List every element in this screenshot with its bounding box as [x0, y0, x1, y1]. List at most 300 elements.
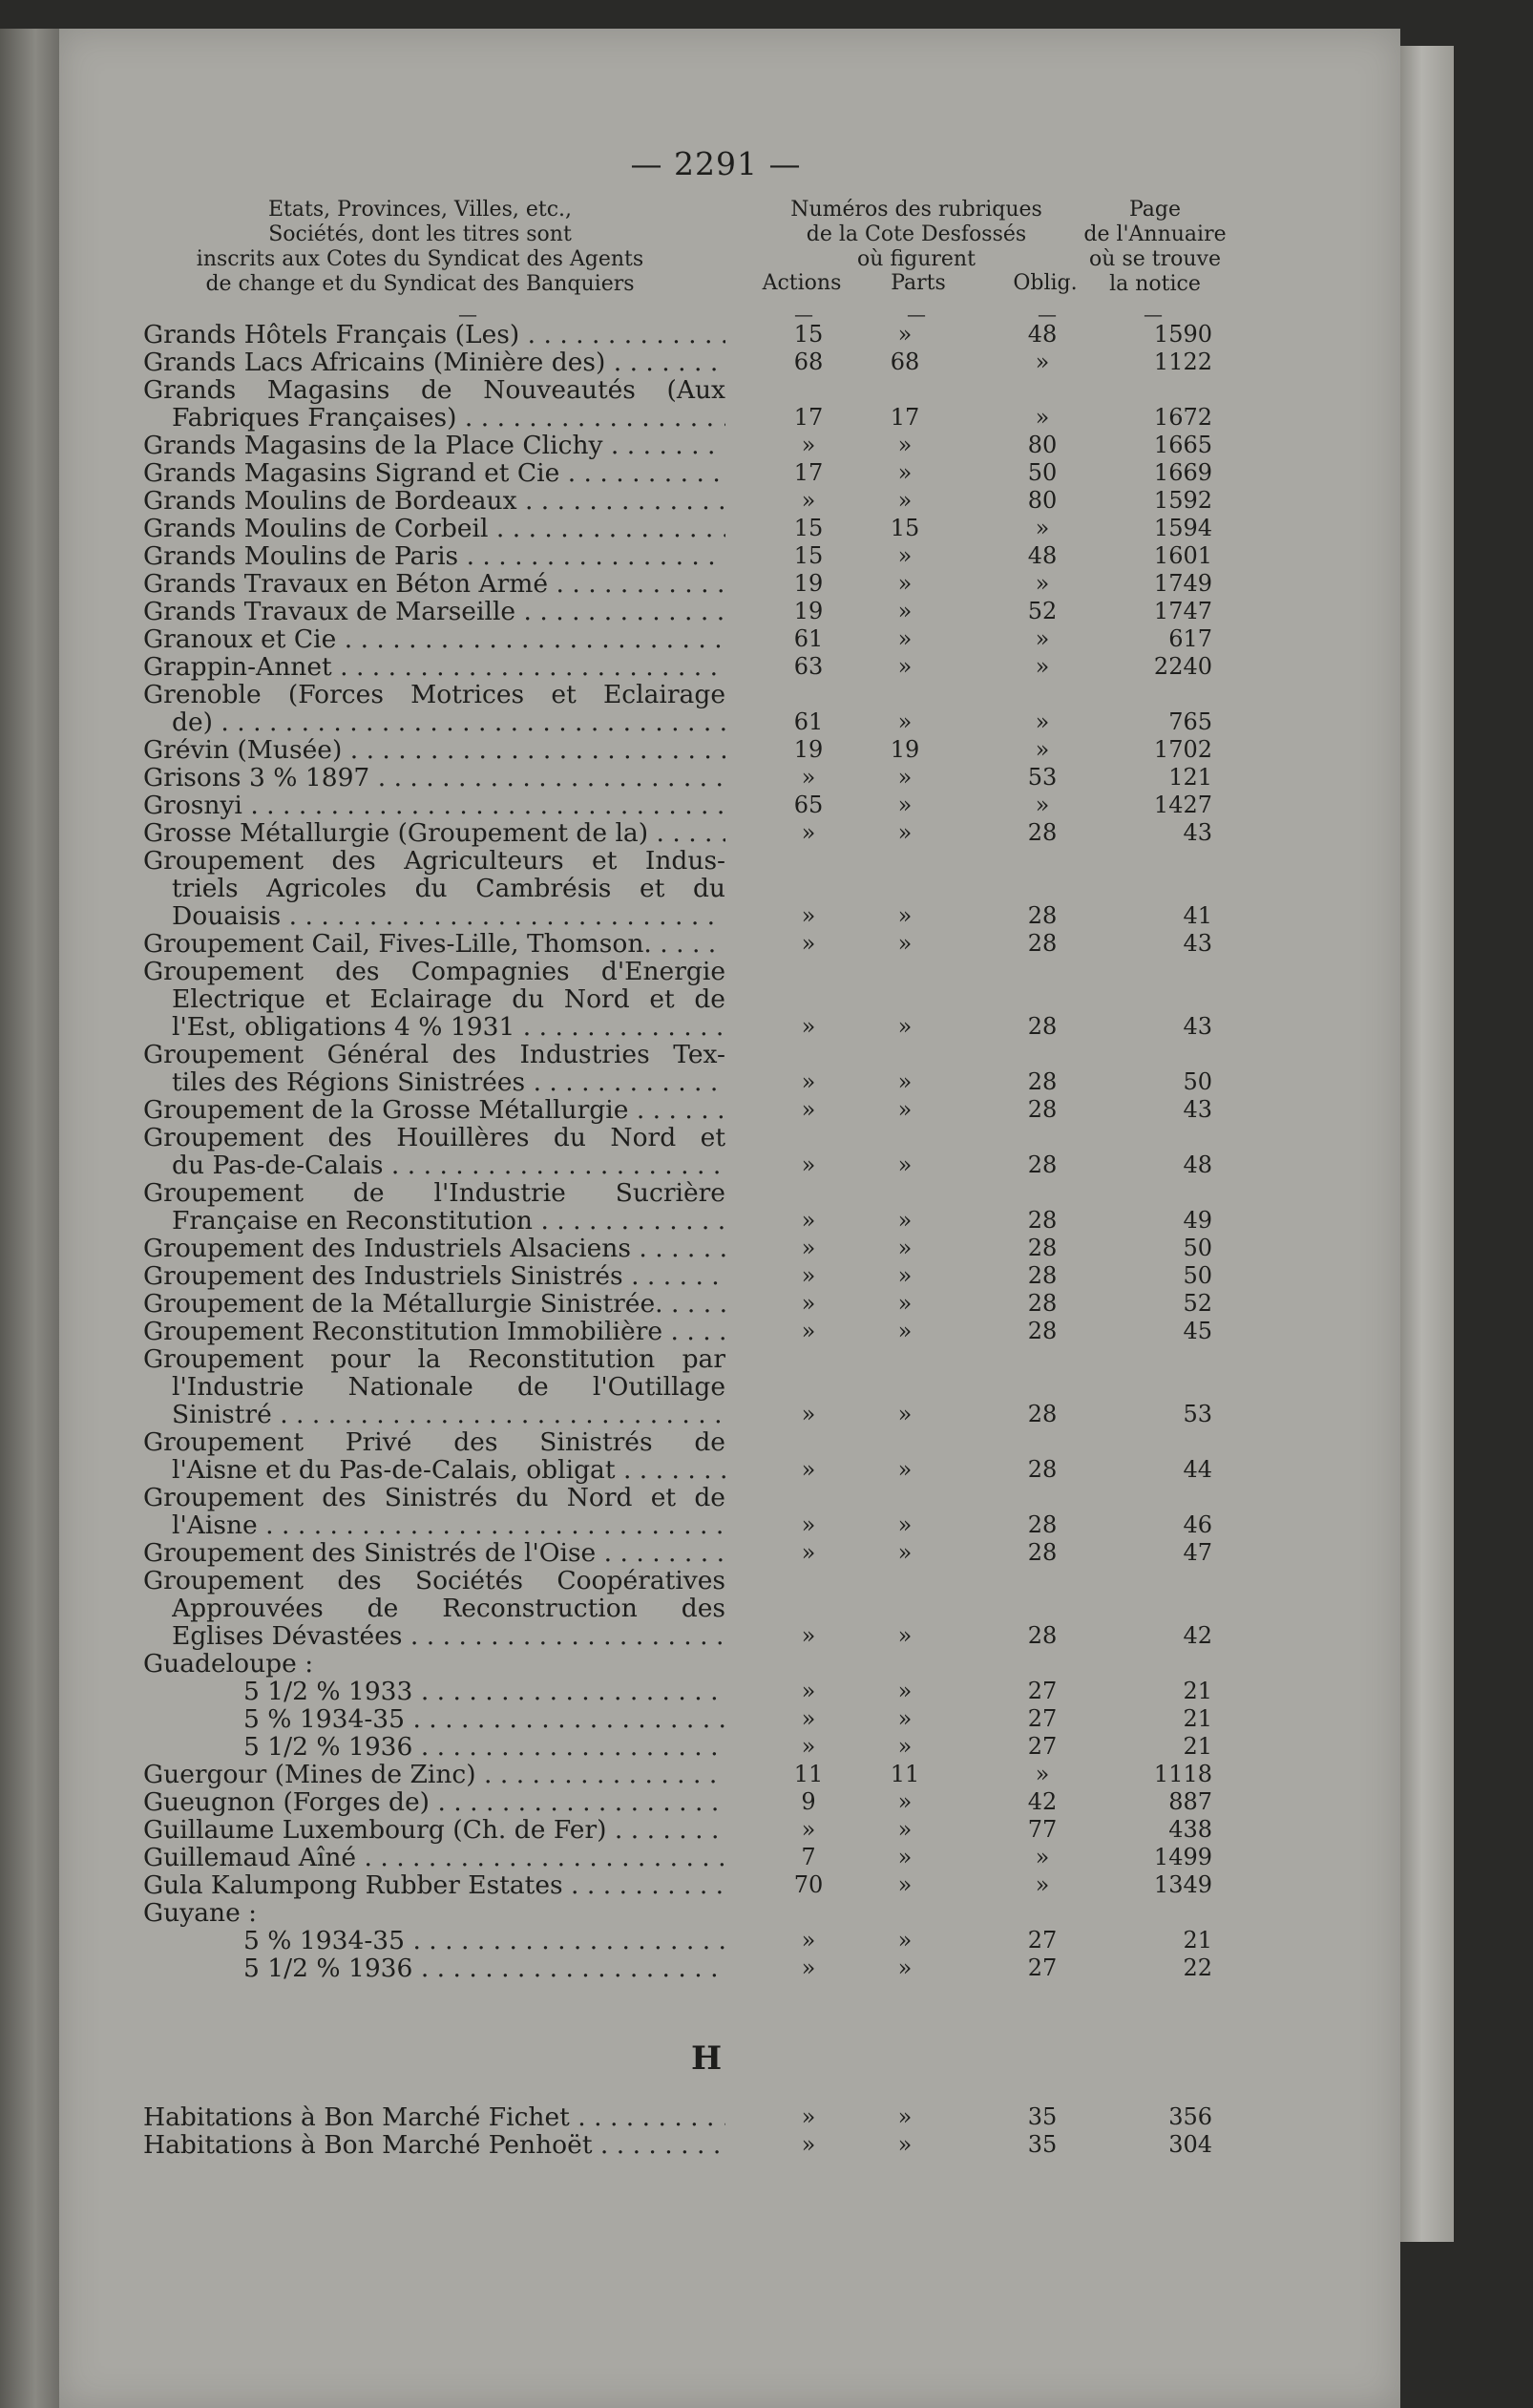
entry-name: Grands Magasins de Nouveautés (Aux: [143, 376, 725, 404]
table-row: [143, 708, 1289, 736]
actions-value: 17: [793, 404, 824, 431]
header-dash: —: [1144, 303, 1163, 326]
table-row: [143, 1428, 1289, 1456]
entry-name: Grosse Métallurgie (Groupement de la) . . .: [143, 819, 725, 847]
table-row: [143, 1041, 1289, 1068]
column-header-actions: Actions: [762, 271, 842, 295]
index-table: [143, 321, 1289, 1982]
parts-value: »: [897, 487, 913, 514]
table-row: [143, 1705, 1289, 1733]
header-line: la notice: [1109, 272, 1201, 296]
entry-name: Gueugnon (Forges de) . . .: [143, 1788, 725, 1816]
parts-value: »: [897, 1816, 913, 1843]
oblig-value: »: [1035, 736, 1050, 763]
table-row: [143, 1235, 1289, 1262]
actions-value: »: [801, 1068, 816, 1095]
oblig-value: 28: [1027, 1290, 1058, 1317]
header-line: de l'Annuaire: [1083, 222, 1227, 246]
oblig-value: 48: [1027, 542, 1058, 569]
oblig-value: »: [1035, 1844, 1050, 1870]
parts-value: »: [897, 432, 913, 458]
page-ref-value: 49: [1183, 1207, 1212, 1234]
parts-value: »: [897, 708, 913, 735]
entry-name: l'Industrie Nationale de l'Outillage: [172, 1373, 725, 1401]
section-letter-h: H: [690, 2039, 723, 2078]
oblig-value: »: [1035, 1761, 1050, 1787]
page-ref-value: 42: [1183, 1622, 1212, 1649]
table-row: [143, 736, 1289, 764]
entry-name: Granoux et Cie . . .: [143, 625, 725, 653]
actions-value: 11: [793, 1761, 824, 1787]
oblig-value: 28: [1027, 1096, 1058, 1123]
actions-value: »: [801, 1678, 816, 1704]
entry-name: 5 1/2 % 1936 . . .: [243, 1733, 725, 1761]
table-row: [143, 930, 1289, 958]
table-row: [143, 1899, 1289, 1927]
page-ref-value: 22: [1183, 1954, 1212, 1981]
table-row: [143, 542, 1289, 570]
page-ref-value: 1118: [1153, 1761, 1212, 1787]
oblig-value: 28: [1027, 1068, 1058, 1095]
parts-value: »: [897, 1401, 913, 1427]
actions-value: »: [801, 1927, 816, 1954]
table-row: [143, 1456, 1289, 1484]
table-row: [143, 1761, 1289, 1788]
table-row: [143, 1179, 1289, 1207]
oblig-value: 28: [1027, 1151, 1058, 1178]
header-line: Etats, Provinces, Villes, etc.,: [267, 198, 573, 222]
header-line: où figurent: [857, 247, 976, 271]
entry-name: Grands Travaux de Marseille . . .: [143, 598, 725, 625]
entry-name: Groupement Reconstitution Immobilière . . .: [143, 1318, 725, 1345]
table-row: [143, 1096, 1289, 1124]
parts-value: »: [897, 1262, 913, 1289]
table-row: [143, 1401, 1289, 1428]
page-ref-value: 1601: [1153, 542, 1212, 569]
parts-value: »: [897, 1013, 913, 1040]
parts-value: »: [897, 1733, 913, 1760]
actions-value: »: [801, 1151, 816, 1178]
table-row: [143, 1595, 1289, 1622]
parts-value: »: [897, 625, 913, 652]
page-ref-value: 617: [1168, 625, 1212, 652]
parts-value: »: [897, 1871, 913, 1898]
entry-name: Grands Magasins Sigrand et Cie . . .: [143, 459, 725, 487]
page-ref-value: 304: [1168, 2131, 1212, 2158]
oblig-value: »: [1035, 404, 1050, 431]
entry-name: Grappin-Annet . . .: [143, 653, 725, 681]
page-ref-value: 21: [1183, 1678, 1212, 1704]
table-row: [143, 1207, 1289, 1235]
entry-name: Habitations à Bon Marché Penhoët . . .: [143, 2131, 725, 2159]
oblig-value: »: [1035, 792, 1050, 818]
page-ref-value: 438: [1168, 1816, 1212, 1843]
entry-name: Groupement des Compagnies d'Energie: [143, 958, 725, 985]
page-ref-value: 53: [1183, 1401, 1212, 1427]
oblig-value: 50: [1027, 459, 1058, 486]
parts-value: 11: [890, 1761, 920, 1787]
entry-name: Guyane :: [143, 1899, 258, 1927]
table-row: [143, 404, 1289, 432]
table-row: [143, 1290, 1289, 1318]
table-row: [143, 764, 1289, 792]
book-binding-left: [0, 29, 59, 2408]
header-dash: —: [794, 303, 813, 326]
table-row: [143, 1373, 1289, 1401]
entry-name: Grands Moulins de Corbeil . . .: [143, 515, 725, 542]
actions-value: »: [801, 764, 816, 791]
oblig-value: 52: [1027, 598, 1058, 624]
page-ref-value: 50: [1183, 1068, 1212, 1095]
entry-name: Fabriques Françaises) . . .: [172, 404, 725, 432]
page-ref-value: 887: [1168, 1788, 1212, 1815]
table-row: [143, 1816, 1289, 1844]
oblig-value: 27: [1027, 1954, 1058, 1981]
actions-value: »: [801, 1235, 816, 1261]
actions-value: »: [801, 1262, 816, 1289]
page-ref-value: 50: [1183, 1235, 1212, 1261]
parts-value: »: [897, 819, 913, 846]
page-ref-value: 48: [1183, 1151, 1212, 1178]
page-ref-value: 47: [1183, 1539, 1212, 1566]
parts-value: »: [897, 542, 913, 569]
actions-value: »: [801, 819, 816, 846]
entry-name: Habitations à Bon Marché Fichet . . .: [143, 2103, 725, 2131]
oblig-value: 42: [1027, 1788, 1058, 1815]
parts-value: »: [897, 1318, 913, 1344]
entry-name: Groupement Général des Industries Tex-: [143, 1041, 725, 1068]
page-ref-value: 43: [1183, 930, 1212, 957]
table-row: [143, 432, 1289, 459]
table-row: [143, 349, 1289, 376]
parts-value: »: [897, 1927, 913, 1954]
table-row: [143, 1622, 1289, 1650]
table-row: [143, 1954, 1289, 1982]
page-ref-value: 41: [1183, 902, 1212, 929]
table-row: [143, 1124, 1289, 1151]
actions-value: »: [801, 1207, 816, 1234]
table-row: [143, 681, 1289, 708]
parts-value: »: [897, 1622, 913, 1649]
entry-name: Grévin (Musée) . . .: [143, 736, 725, 764]
page-ref-value: 356: [1168, 2103, 1212, 2130]
actions-value: 61: [793, 625, 824, 652]
entry-name: Douaisis . . .: [172, 902, 725, 930]
header-rubriques: [745, 198, 1088, 272]
entry-name: Groupement des Sinistrés du Nord et de: [143, 1484, 725, 1511]
oblig-value: 28: [1027, 930, 1058, 957]
actions-value: »: [801, 1954, 816, 1981]
header-dash: —: [907, 303, 926, 326]
entry-name: Eglises Dévastées . . .: [172, 1622, 725, 1650]
entry-name: 5 1/2 % 1936 . . .: [243, 1954, 725, 1982]
actions-value: »: [801, 1456, 816, 1483]
oblig-value: 27: [1027, 1733, 1058, 1760]
table-row: [143, 487, 1289, 515]
page-ref-value: 52: [1183, 1290, 1212, 1317]
parts-value: »: [897, 459, 913, 486]
oblig-value: 28: [1027, 1539, 1058, 1566]
entry-name: Groupement des Agriculteurs et Indus-: [143, 847, 725, 875]
actions-value: 15: [793, 321, 824, 348]
table-row: [143, 1650, 1289, 1678]
page-ref-value: 21: [1183, 1733, 1212, 1760]
page-ref-value: 1427: [1153, 792, 1212, 818]
parts-value: »: [897, 1511, 913, 1538]
page-ref-value: 1499: [1153, 1844, 1212, 1870]
parts-value: »: [897, 2131, 913, 2158]
entry-name: triels Agricoles du Cambrésis et du: [172, 875, 725, 902]
header-line: de la Cote Desfossés: [806, 222, 1027, 246]
table-row: [143, 1927, 1289, 1954]
actions-value: 61: [793, 708, 824, 735]
table-row: [143, 1262, 1289, 1290]
oblig-value: 77: [1027, 1816, 1058, 1843]
entry-name: de) . . .: [172, 708, 725, 736]
entry-name: Groupement pour la Reconstitution par: [143, 1345, 725, 1373]
oblig-value: 28: [1027, 902, 1058, 929]
table-row: [143, 1511, 1289, 1539]
entry-name: Gula Kalumpong Rubber Estates . . .: [143, 1871, 725, 1899]
table-row: [143, 1567, 1289, 1595]
parts-value: »: [897, 1844, 913, 1870]
entry-name: Guillemaud Aîné . . .: [143, 1844, 725, 1871]
entry-name: Groupement des Sinistrés de l'Oise . . .: [143, 1539, 725, 1567]
table-row: [143, 1484, 1289, 1511]
table-row: [143, 1068, 1289, 1096]
entry-name: l'Aisne . . .: [172, 1511, 725, 1539]
actions-value: »: [801, 1096, 816, 1123]
oblig-value: 28: [1027, 1622, 1058, 1649]
table-row: [143, 1151, 1289, 1179]
actions-value: 70: [793, 1871, 824, 1898]
header-description: [134, 198, 706, 297]
oblig-value: »: [1035, 653, 1050, 680]
oblig-value: »: [1035, 1871, 1050, 1898]
parts-value: »: [897, 653, 913, 680]
actions-value: 65: [793, 792, 824, 818]
table-row: [143, 958, 1289, 985]
parts-value: »: [897, 930, 913, 957]
table-row: [143, 1318, 1289, 1345]
entry-name: Guergour (Mines de Zinc) . . .: [143, 1761, 725, 1788]
table-row: [143, 321, 1289, 349]
table-row: [143, 819, 1289, 847]
oblig-value: 80: [1027, 487, 1058, 514]
page-ref-value: 1665: [1153, 432, 1212, 458]
header-line: où se trouve: [1089, 247, 1221, 271]
parts-value: »: [897, 598, 913, 624]
page-ref-value: 43: [1183, 819, 1212, 846]
page-ref-value: 44: [1183, 1456, 1212, 1483]
entry-name: Grisons 3 % 1897 . . .: [143, 764, 725, 792]
table-row: [143, 1539, 1289, 1567]
page-ref-value: 46: [1183, 1511, 1212, 1538]
page-ref-value: 50: [1183, 1262, 1212, 1289]
parts-value: »: [897, 1235, 913, 1261]
parts-value: »: [897, 1678, 913, 1704]
entry-name: Guillaume Luxembourg (Ch. de Fer) . . .: [143, 1816, 725, 1844]
parts-value: 15: [890, 515, 920, 541]
oblig-value: »: [1035, 570, 1050, 597]
parts-value: 19: [890, 736, 920, 763]
actions-value: 68: [793, 349, 824, 375]
parts-value: »: [897, 1151, 913, 1178]
parts-value: »: [897, 1096, 913, 1123]
oblig-value: »: [1035, 515, 1050, 541]
table-row: [143, 1345, 1289, 1373]
actions-value: »: [801, 1622, 816, 1649]
parts-value: »: [897, 570, 913, 597]
actions-value: »: [801, 930, 816, 957]
entry-name: Grands Moulins de Paris . . .: [143, 542, 725, 570]
oblig-value: 28: [1027, 1013, 1058, 1040]
oblig-value: 28: [1027, 819, 1058, 846]
entry-name: Groupement des Industriels Sinistrés . . .: [143, 1262, 725, 1290]
table-row: [143, 985, 1289, 1013]
entry-name: Electrique et Eclairage du Nord et de: [172, 985, 725, 1013]
entry-name: Grands Magasins de la Place Clichy . . .: [143, 432, 725, 459]
table-row: [143, 459, 1289, 487]
table-row: [143, 376, 1289, 404]
actions-value: »: [801, 432, 816, 458]
page-edge-right: [1400, 46, 1454, 2242]
actions-value: »: [801, 902, 816, 929]
oblig-value: »: [1035, 349, 1050, 375]
oblig-value: 27: [1027, 1678, 1058, 1704]
page-ref-value: 1590: [1153, 321, 1212, 348]
oblig-value: 35: [1027, 2103, 1058, 2130]
oblig-value: 80: [1027, 432, 1058, 458]
page-ref-value: 1594: [1153, 515, 1212, 541]
page-ref-value: 1702: [1153, 736, 1212, 763]
entry-name: l'Aisne et du Pas-de-Calais, obligat . . .: [172, 1456, 725, 1484]
page-ref-value: 21: [1183, 1927, 1212, 1954]
entry-name: Grands Lacs Africains (Minière des) . . .: [143, 349, 725, 376]
actions-value: »: [801, 1705, 816, 1732]
oblig-value: »: [1035, 625, 1050, 652]
table-row: [143, 1844, 1289, 1871]
table-row: [143, 2131, 1289, 2159]
table-row: [143, 1678, 1289, 1705]
parts-value: »: [897, 1788, 913, 1815]
actions-value: »: [801, 2131, 816, 2158]
actions-value: 19: [793, 598, 824, 624]
actions-value: »: [801, 1733, 816, 1760]
page-ref-value: 121: [1168, 764, 1212, 791]
entry-name: Grands Moulins de Bordeaux . . .: [143, 487, 725, 515]
actions-value: »: [801, 1539, 816, 1566]
oblig-value: 28: [1027, 1456, 1058, 1483]
actions-value: »: [801, 487, 816, 514]
page-ref-value: 1122: [1153, 349, 1212, 375]
table-row: [143, 1871, 1289, 1899]
page-ref-value: 1672: [1153, 404, 1212, 431]
table-row: [143, 515, 1289, 542]
actions-value: 63: [793, 653, 824, 680]
header-line: inscrits aux Cotes du Syndicat des Agents: [196, 247, 644, 271]
table-row: [143, 847, 1289, 875]
column-header-oblig: Oblig.: [1013, 271, 1078, 295]
oblig-value: 35: [1027, 2131, 1058, 2158]
oblig-value: 53: [1027, 764, 1058, 791]
parts-value: 17: [890, 404, 920, 431]
entry-name: 5 % 1934-35 . . .: [243, 1927, 725, 1954]
actions-value: »: [801, 1013, 816, 1040]
parts-value: »: [897, 902, 913, 929]
oblig-value: 48: [1027, 321, 1058, 348]
actions-value: »: [801, 1290, 816, 1317]
entry-name: Approuvées de Reconstruction des: [172, 1595, 725, 1622]
oblig-value: 27: [1027, 1705, 1058, 1732]
page-ref-value: 765: [1168, 708, 1212, 735]
parts-value: »: [897, 2103, 913, 2130]
entry-name: Groupement de la Grosse Métallurgie . . .: [143, 1096, 725, 1124]
parts-value: »: [897, 1068, 913, 1095]
entry-name: l'Est, obligations 4 % 1931 . . .: [172, 1013, 725, 1041]
table-row: [143, 1013, 1289, 1041]
table-row: [143, 902, 1289, 930]
actions-value: 15: [793, 542, 824, 569]
actions-value: »: [801, 2103, 816, 2130]
entry-name: Groupement des Industriels Alsaciens . . .: [143, 1235, 725, 1262]
header-dash: —: [1038, 303, 1057, 326]
oblig-value: »: [1035, 708, 1050, 735]
table-row: [143, 570, 1289, 598]
page-ref-value: 21: [1183, 1705, 1212, 1732]
parts-value: »: [897, 1954, 913, 1981]
actions-value: »: [801, 1401, 816, 1427]
page-ref-value: 1669: [1153, 459, 1212, 486]
parts-value: »: [897, 1456, 913, 1483]
entry-name: Groupement des Sociétés Coopératives: [143, 1567, 725, 1595]
table-row: [143, 792, 1289, 819]
parts-value: »: [897, 792, 913, 818]
oblig-value: 28: [1027, 1401, 1058, 1427]
entry-name: Grands Travaux en Béton Armé . . .: [143, 570, 725, 598]
parts-value: »: [897, 1705, 913, 1732]
parts-value: »: [897, 1290, 913, 1317]
entry-name: 5 1/2 % 1933 . . .: [243, 1678, 725, 1705]
index-table-h: [143, 2103, 1289, 2159]
table-row: [143, 653, 1289, 681]
page-number: — 2291 —: [630, 145, 802, 182]
actions-value: 19: [793, 570, 824, 597]
oblig-value: 28: [1027, 1262, 1058, 1289]
oblig-value: 28: [1027, 1207, 1058, 1234]
entry-name: Guadeloupe :: [143, 1650, 314, 1678]
entry-name: Groupement Privé des Sinistrés de: [143, 1428, 725, 1456]
page-ref-value: 43: [1183, 1096, 1212, 1123]
entry-name: Grands Hôtels Français (Les) . . .: [143, 321, 725, 349]
parts-value: »: [897, 1207, 913, 1234]
actions-value: 9: [801, 1788, 816, 1815]
entry-name: tiles des Régions Sinistrées . . .: [172, 1068, 725, 1096]
page-ref-value: 1592: [1153, 487, 1212, 514]
actions-value: »: [801, 1318, 816, 1344]
actions-value: 15: [793, 515, 824, 541]
page-ref-value: 43: [1183, 1013, 1212, 1040]
table-row: [143, 1788, 1289, 1816]
table-row: [143, 625, 1289, 653]
entry-name: 5 % 1934-35 . . .: [243, 1705, 725, 1733]
page-ref-value: 1747: [1153, 598, 1212, 624]
parts-value: »: [897, 1539, 913, 1566]
header-line: de change et du Syndicat des Banquiers: [205, 272, 635, 296]
entry-name: Française en Reconstitution . . .: [172, 1207, 725, 1235]
oblig-value: 28: [1027, 1318, 1058, 1344]
parts-value: »: [897, 764, 913, 791]
